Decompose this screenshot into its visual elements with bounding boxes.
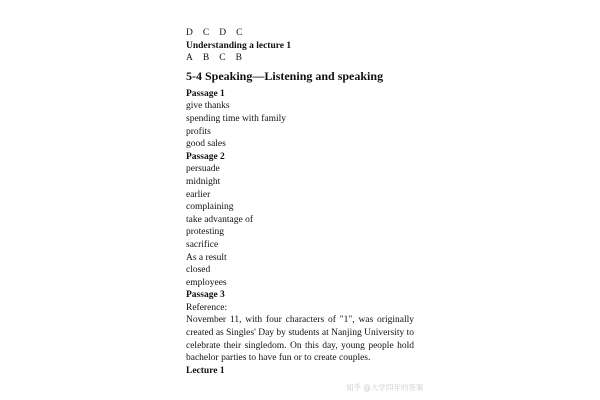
passage-1-title: Passage 1 <box>186 88 225 99</box>
list-item: take advantage of <box>186 214 253 225</box>
list-item: midnight <box>186 176 221 187</box>
answer-letter: B <box>202 53 210 64</box>
lecture-answer-row <box>186 52 416 65</box>
list-item: earlier <box>186 189 211 200</box>
lecture-1-title: Lecture 1 <box>186 365 225 376</box>
answer-letter: A <box>186 53 193 64</box>
list-item: complaining <box>186 202 234 213</box>
main-heading: 5-4 Speaking—Listening and speaking <box>186 68 384 83</box>
reference-paragraph: November 11, with four characters of "1", was originally created as Singles' Day by students at Nanjing University to celebrate their singledom. On this day, young people hold bachelor parties to have fun or to create couples. <box>186 315 414 364</box>
list-item: good sales <box>186 139 226 150</box>
list-item: employees <box>186 277 227 288</box>
passage-3-title: Passage 3 <box>186 290 225 301</box>
answer-letter: D <box>186 28 193 38</box>
answer-letter: D <box>219 28 227 38</box>
list-item: give thanks <box>186 101 230 112</box>
answer-letter: C <box>202 28 210 38</box>
answer-letter: C <box>236 28 243 38</box>
list-item: sacrifice <box>186 239 219 250</box>
list-item: spending time with family <box>186 113 287 124</box>
section-title-understanding-lecture: Understanding a lecture 1 <box>186 40 292 51</box>
reference-label: Reference: <box>186 302 228 313</box>
watermark-text: 知乎 @大学四年的答案 <box>346 383 424 392</box>
list-item: persuade <box>186 164 220 175</box>
answer-document <box>186 27 416 377</box>
top-answer-row <box>186 27 416 40</box>
list-item: As a result <box>186 252 227 263</box>
answer-letter: C <box>219 53 226 64</box>
list-item: closed <box>186 265 211 276</box>
list-item: protesting <box>186 227 224 238</box>
passage-2-title: Passage 2 <box>186 151 225 162</box>
list-item: profits <box>186 126 211 137</box>
answer-letter: B <box>235 53 242 64</box>
